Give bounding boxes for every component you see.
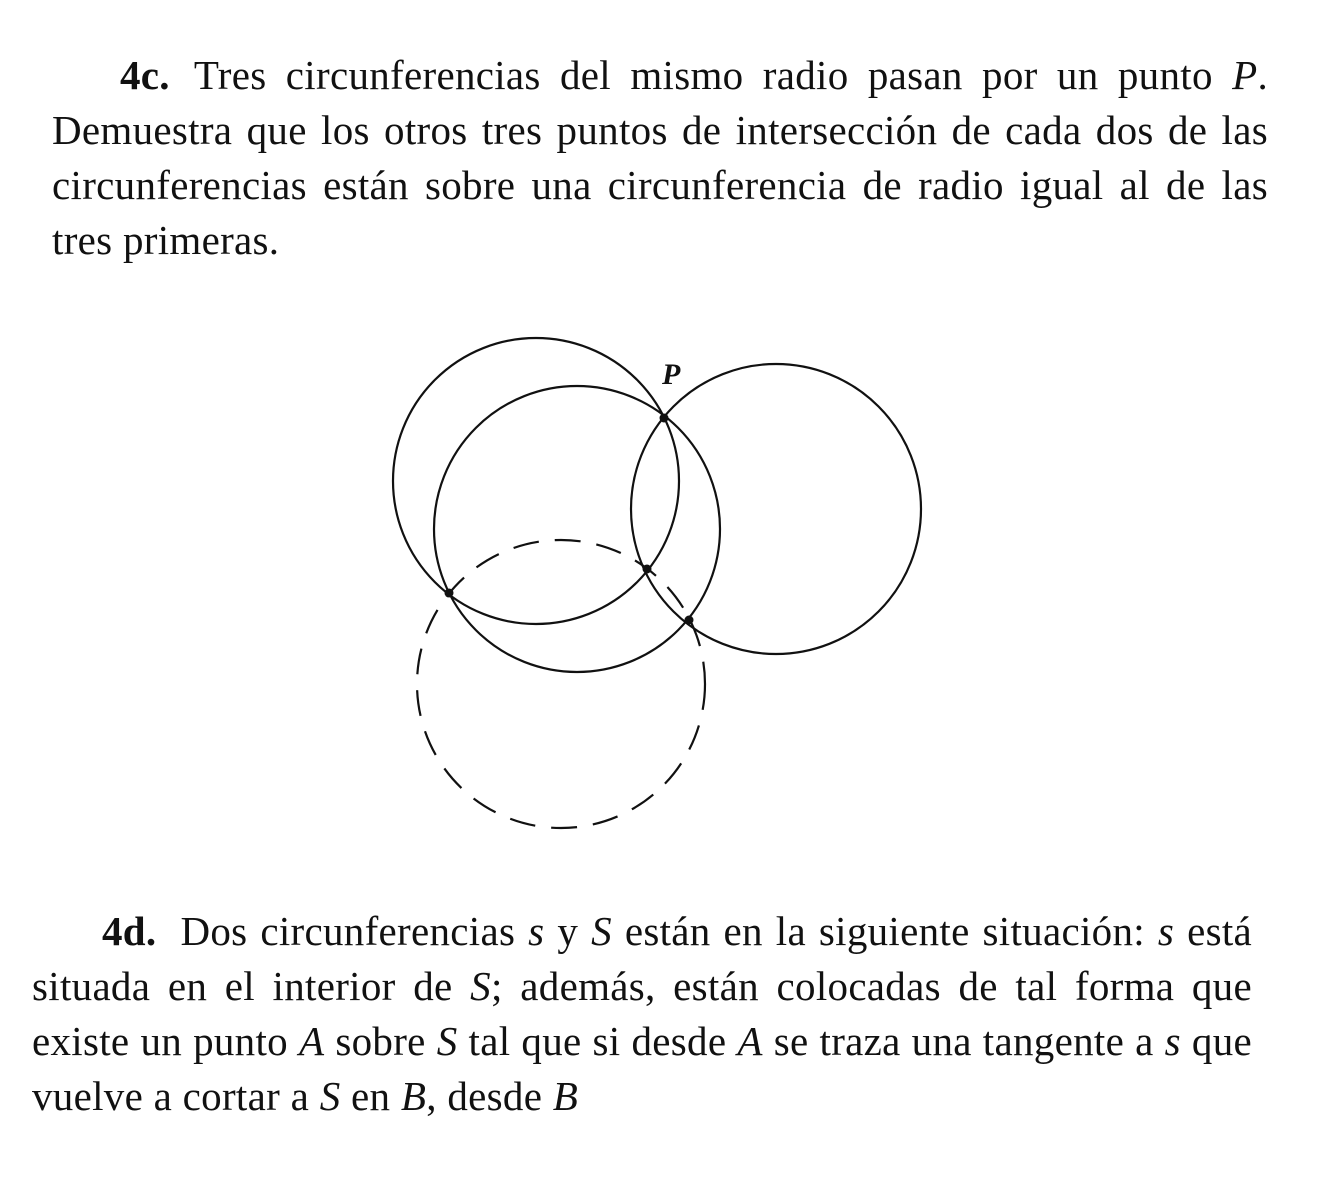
circle-upper-left — [393, 338, 679, 624]
problem-text: y — [544, 908, 592, 954]
problem-text: sobre — [324, 1018, 437, 1064]
variable: s — [1157, 908, 1175, 954]
circle-dashed-result — [417, 540, 705, 828]
point-p — [660, 414, 669, 423]
intersection-point-left — [445, 589, 454, 598]
point-p-label: P — [662, 358, 681, 391]
intersection-point-right — [685, 616, 694, 625]
problem-text: tal que si desde — [457, 1018, 738, 1064]
intersection-point-center — [643, 565, 652, 574]
variable: S — [319, 1073, 341, 1119]
circle-right — [631, 364, 921, 654]
variable: A — [298, 1018, 325, 1064]
problem-4d — [32, 904, 1252, 1124]
circle-middle — [434, 386, 720, 672]
variable: S — [591, 908, 612, 954]
variable: S — [470, 963, 491, 1009]
problem-number: 4c. — [120, 52, 170, 98]
variable: s — [1164, 1018, 1181, 1064]
problem-text: . Demuestra que los otros tres puntos de intersección de cada dos de las circunferencias están sobre una circunferencia de radio igual al de las tres primeras. — [52, 52, 1268, 263]
variable: B — [400, 1073, 427, 1119]
problem-text: ; además, están colocadas de tal forma que existe un punto — [32, 963, 1252, 1064]
problem-text: Dos circunferencias — [180, 908, 529, 954]
variable: A — [737, 1018, 763, 1064]
variable: s — [528, 908, 545, 954]
variable: B — [552, 1073, 579, 1119]
variable-p: P — [1232, 52, 1258, 98]
problem-text: está situada en el interior de — [32, 908, 1253, 1009]
problem-text: están en la siguiente situación: — [611, 908, 1158, 954]
problem-text: Tres circunferencias del mismo radio pasan por un punto — [193, 52, 1233, 98]
problem-text: que vuelve a cortar a — [32, 1018, 1252, 1119]
problem-text: , desde — [426, 1073, 553, 1119]
problem-text: en — [340, 1073, 401, 1119]
problem-number: 4d. — [102, 908, 157, 954]
problem-text: se traza una tangente a — [762, 1018, 1165, 1064]
variable: S — [436, 1018, 458, 1064]
